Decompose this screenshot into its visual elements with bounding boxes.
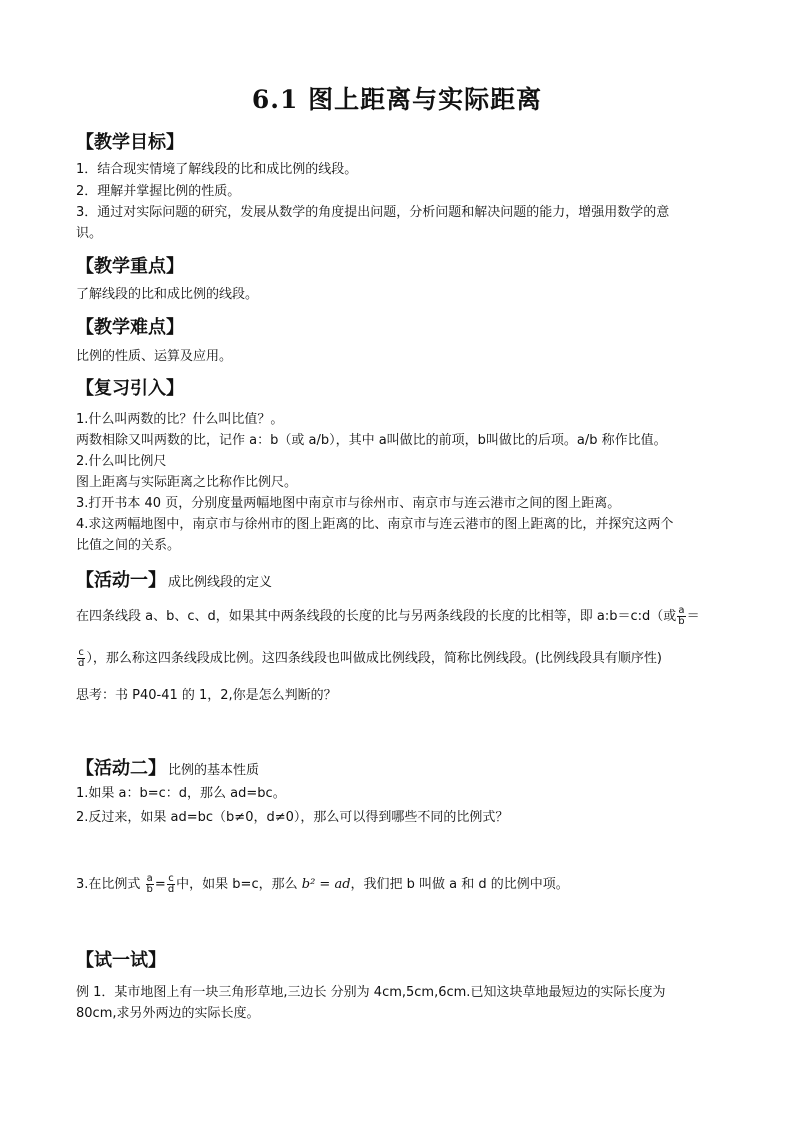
goal-item-3: 3．通过对实际问题的研究，发展从数学的角度提出问题，分析问题和解决问题的能力，增强用数学的意 xyxy=(76,205,670,220)
review-line-7: 比值之间的关系。 xyxy=(76,538,181,553)
heading-try: 【试一试】 xyxy=(76,950,166,971)
fraction-numerator: a xyxy=(146,873,153,884)
review-line-5: 3.打开书本 40 页，分别度量两幅地图中南京市与徐州市、南京市与连云港市之间的图上距离。 xyxy=(76,496,621,511)
fraction-a-over-b xyxy=(677,606,685,627)
heading-activity1-subtitle: 成比例线段的定义 xyxy=(168,575,273,590)
activity2-line3 xyxy=(76,874,726,895)
difficulty-text: 比例的性质、运算及应用。 xyxy=(76,349,233,364)
goal-item-1: 1．结合现实情境了解线段的比和成比例的线段。 xyxy=(76,162,358,177)
example1-line2: 80cm,求另外两边的实际长度。 xyxy=(76,1006,260,1021)
heading-activity1 xyxy=(76,566,272,592)
activity1-definition-line1 xyxy=(76,606,726,627)
activity1-def-text-2: ），那么称这四条线段成比例。这四条线段也叫做成比例线段，简称比例线段。(比例线段具有顺序性) xyxy=(86,651,663,666)
activity2-line3-mid: 中，如果 b=c，那么 xyxy=(176,877,298,892)
review-line-2: 两数相除又叫两数的比，记作 a：b（或 a/b），其中 a叫做比的前项，b叫做比的后项。a/b 称作比值。 xyxy=(76,433,667,448)
heading-difficulty: 【教学难点】 xyxy=(76,317,184,338)
review-line-4: 图上距离与实际距离之比称作比例尺。 xyxy=(76,475,298,490)
fraction-numerator: a xyxy=(678,605,685,616)
activity1-def-text: 在四条线段 a、b、c、d，如果其中两条线段的长度的比与另两条线段的长度的比相等，即 a:b＝c:d（或 xyxy=(76,609,677,624)
heading-activity2 xyxy=(76,754,259,780)
fraction-denominator: d xyxy=(167,884,175,895)
page-title: 6.1 图上距离与实际距离 xyxy=(251,85,543,114)
heading-activity2-subtitle: 比例的基本性质 xyxy=(168,763,260,778)
review-line-6: 4.求这两幅地图中，南京市与徐州市的图上距离的比、南京市与连云港市的图上距离的比，并探究这两个 xyxy=(76,517,674,532)
formula-b-squared: b² = ad xyxy=(301,877,351,892)
example1-line1: 例 1．某市地图上有一块三角形草地,三边长 分别为 4cm,5cm,6cm.已知这块草地最短边的实际长度为 xyxy=(76,985,666,1000)
activity2-line2: 2.反过来，如果 ad=bc（b≠0，d≠0），那么可以得到哪些不同的比例式？ xyxy=(76,810,509,825)
goal-item-2: 2．理解并掌握比例的性质。 xyxy=(76,184,241,199)
activity1-think: 思考：书 P40-41 的 1，2,你是怎么判断的？ xyxy=(76,688,337,703)
fraction-denominator: b xyxy=(146,884,153,895)
equals-sign: = xyxy=(154,877,166,892)
fraction-c-over-d xyxy=(167,874,175,895)
heading-review: 【复习引入】 xyxy=(76,378,184,399)
review-line-1: 1.什么叫两数的比？什么叫比值？。 xyxy=(76,412,284,427)
heading-key: 【教学重点】 xyxy=(76,256,184,277)
heading-activity1-label: 【活动一】 xyxy=(76,570,166,591)
equals-sign: ＝ xyxy=(686,609,700,624)
activity2-line1: 1.如果 a：b=c：d，那么 ad=bc。 xyxy=(76,786,286,801)
fraction-numerator: c xyxy=(78,647,84,658)
fraction-denominator: d xyxy=(78,658,85,669)
heading-goals: 【教学目标】 xyxy=(76,132,184,153)
fraction-a-over-b xyxy=(146,874,154,895)
key-text: 了解线段的比和成比例的线段。 xyxy=(76,287,259,302)
fraction-denominator: b xyxy=(678,616,685,627)
activity2-line3-pre: 3.在比例式 xyxy=(76,877,141,892)
review-line-3: 2.什么叫比例尺 xyxy=(76,454,167,469)
fraction-c-over-d xyxy=(77,648,85,669)
heading-activity2-label: 【活动二】 xyxy=(76,758,166,779)
activity1-definition-line2 xyxy=(76,648,726,669)
fraction-numerator: c xyxy=(168,873,174,884)
activity2-line3-post: ，我们把 b 叫做 a 和 d 的比例中项。 xyxy=(350,877,569,892)
goal-item-3-cont: 识。 xyxy=(76,226,103,241)
